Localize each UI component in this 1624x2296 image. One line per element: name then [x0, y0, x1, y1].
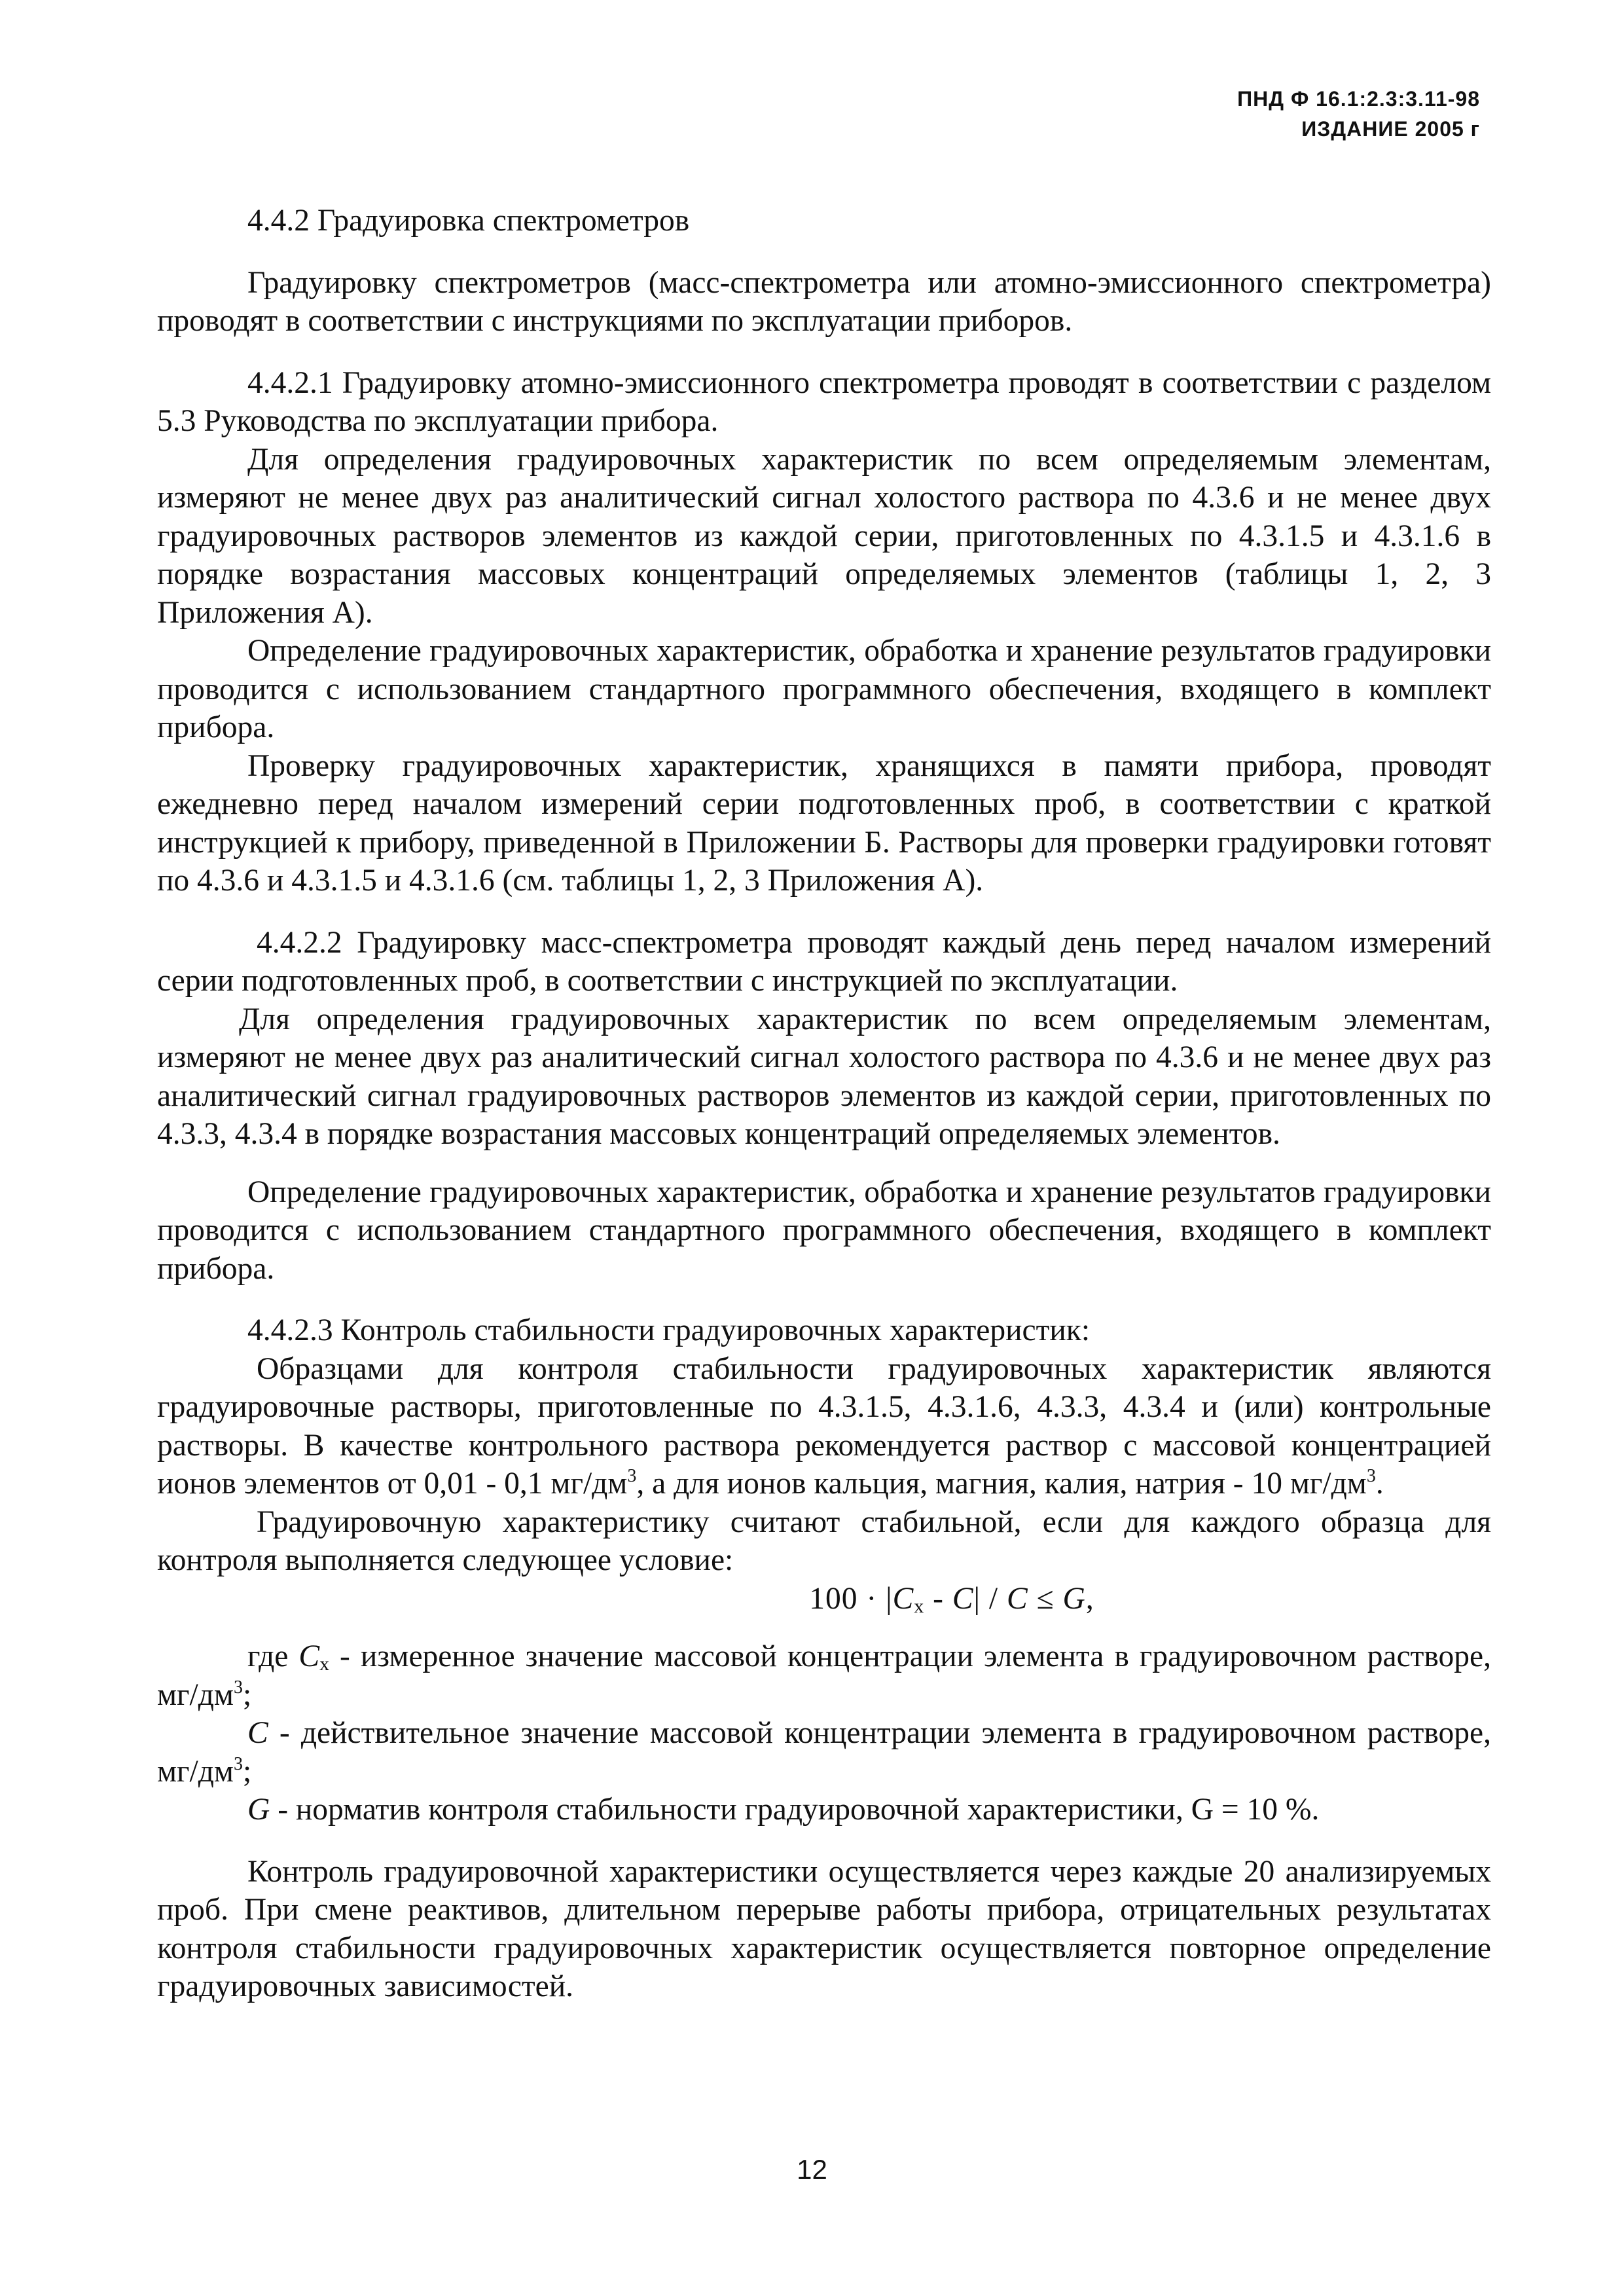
- text-run: ;: [242, 1754, 252, 1789]
- paragraph-4-4-2-1: 4.4.2.1 Градуировку атомно-эмиссионного спектрометра проводят в соответствии с разделом 5.3 Руководства по эксплуатации прибора.: [157, 365, 1491, 438]
- formula-part: 100 · |: [809, 1581, 893, 1616]
- page-number: 12: [797, 2154, 827, 2185]
- paragraph: Проверку градуировочных характеристик, хранящихся в памяти прибора, проводят ежедневно перед началом измерений серии подготовленных проб, в соответствии с краткой инструкцией к прибору, приведенной в Приложении Б. Растворы для проверки градуировки готовят по 4.3.6 и 4.3.1.5 и 4.3.1.6 (см. таблицы 1, 2, 3 Приложения А).: [157, 748, 1491, 898]
- text-run: Образцами для контроля стабильности градуировочных характеристик являются градуировочные растворы, приготовленные по 4.3.1.5, 4.3.1.6, 4.3.3, 4.3.4 и (или) контрольные растворы. В качестве контрольного раствора рекомендуется раствор с массовой концентрацией ионов элементов от 0,01 - 0,1 мг/дм: [157, 1351, 1491, 1501]
- formula-symbol: C: [1007, 1581, 1028, 1616]
- definition-c: [157, 1714, 1491, 1791]
- paragraph-4-4-2-2: 4.4.2.2 Градуировку масс-спектрометра проводят каждый день перед началом измерений серии подготовленных проб, в соответствии с инструкцией по эксплуатации.: [157, 925, 1491, 998]
- edition-label: ИЗДАНИЕ 2005 г: [1301, 117, 1480, 141]
- text-run: - действительное значение массовой концентрации элемента в градуировочном растворе, мг/дм: [157, 1716, 1491, 1789]
- document-header: [1237, 84, 1480, 144]
- formula-symbol: C: [298, 1639, 320, 1673]
- formula-part: -: [924, 1581, 952, 1616]
- formula-part: | /: [973, 1581, 1007, 1616]
- formula-symbol: C: [892, 1581, 914, 1616]
- paragraph: Определение градуировочных характеристик, обработка и хранение результатов градуировки проводится с использованием стандартного программного обеспечения, входящего в комплект прибора.: [157, 1175, 1491, 1286]
- paragraph: Для определения градуировочных характеристик по всем определяемым элементам, измеряют не менее двух раз аналитический сигнал холостого раствора по 4.3.6 и не менее двух градуировочных растворов элементов из каждой серии, приготовленных по 4.3.1.5 и 4.3.1.6 в порядке возрастания массовых концентраций определяемых элементов (таблицы 1, 2, 3 Приложения А).: [157, 442, 1491, 630]
- document-code: ПНД Ф 16.1:2.3:3.11-98: [1237, 87, 1480, 111]
- section-title-4-4-2: 4.4.2 Градуировка спектрометров: [247, 204, 690, 238]
- paragraph: Градуировочную характеристику считают стабильной, если для каждого образца для контроля выполняется следующее условие:: [157, 1504, 1491, 1577]
- text-run: где: [247, 1639, 299, 1673]
- section-title-4-4-2-3: 4.4.2.3 Контроль стабильности градуировочных характеристик:: [247, 1313, 1091, 1347]
- paragraph: Определение градуировочных характеристик, обработка и хранение результатов градуировки проводится с использованием стандартного программного обеспечения, входящего в комплект прибора.: [157, 634, 1491, 744]
- definition-g: [157, 1791, 1491, 1829]
- formula-subscript: x: [319, 1653, 330, 1675]
- paragraph: Градуировку спектрометров (масс-спектрометра или атомно-эмиссионного спектрометра) проводят в соответствии с инструкциями по эксплуатации приборов.: [157, 265, 1491, 338]
- formula-part: ,: [1085, 1581, 1094, 1616]
- paragraph: Для определения градуировочных характеристик по всем определяемым элементам, измеряют не менее двух раз аналитический сигнал холостого раствора по 4.3.6 и не менее двух раз аналитический сигнал градуировочных растворов элементов из каждой серии, приготовленных по 4.3.3, 4.3.4 в порядке возрастания массовых концентраций определяемых элементов.: [157, 1002, 1491, 1151]
- text-run: - норматив контроля стабильности градуировочной характеристики, G = 10 %.: [270, 1793, 1320, 1827]
- text-run: ;: [242, 1677, 252, 1712]
- formula-part: ≤: [1028, 1581, 1063, 1616]
- text-run: - измеренное значение массовой концентрации элемента в градуировочном растворе, мг/дм: [157, 1639, 1491, 1712]
- document-body: [157, 202, 1491, 2006]
- formula-symbol: C: [247, 1716, 268, 1750]
- formula-symbol: G: [247, 1793, 270, 1827]
- superscript: 3: [627, 1466, 637, 1486]
- paragraph: [157, 1350, 1491, 1503]
- superscript: 3: [233, 1677, 243, 1698]
- formula-subscript: x: [914, 1595, 925, 1617]
- superscript: 3: [233, 1753, 243, 1774]
- paragraph: Контроль градуировочной характеристики осуществляется через каждые 20 анализируемых проб. При смене реактивов, длительном перерыве работы прибора, отрицательных результатах контроля стабильности градуировочных характеристик осуществляется повторное определение градуировочных зависимостей.: [157, 1854, 1491, 2003]
- formula-symbol: G: [1062, 1581, 1086, 1616]
- text-run: .: [1375, 1467, 1384, 1501]
- formula: [157, 1580, 1491, 1618]
- definition-cx: [157, 1637, 1491, 1714]
- superscript: 3: [1366, 1466, 1376, 1486]
- text-run: , а для ионов кальция, магния, калия, натрия - 10 мг/дм: [636, 1467, 1367, 1501]
- formula-symbol: C: [952, 1581, 974, 1616]
